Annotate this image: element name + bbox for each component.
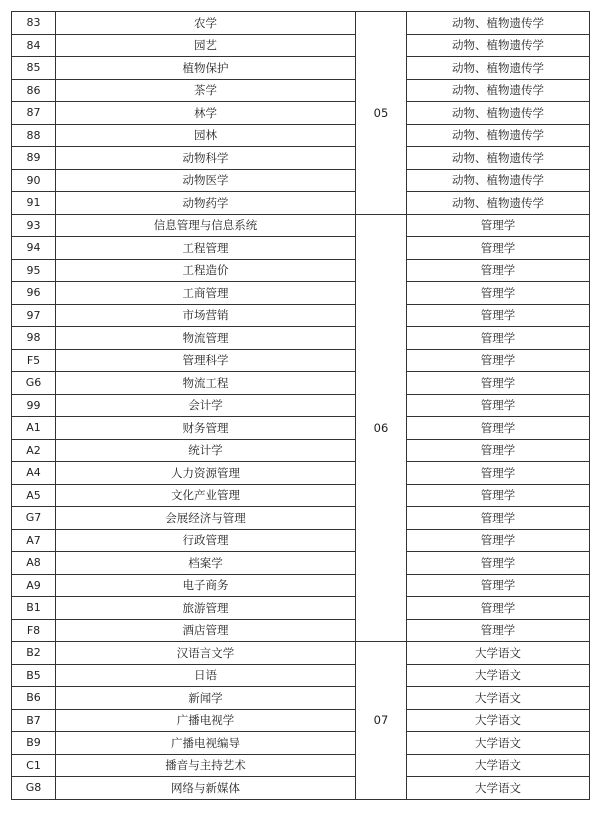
- table-row: [12, 754, 590, 777]
- major-name-cell: 园林: [56, 124, 356, 147]
- major-code-cell: B5: [12, 664, 56, 687]
- major-name-cell: 农学: [56, 12, 356, 35]
- major-code-cell: 89: [12, 147, 56, 170]
- major-code-cell: A2: [12, 439, 56, 462]
- major-name-cell: 财务管理: [56, 417, 356, 440]
- major-code-cell: F5: [12, 349, 56, 372]
- major-code-cell: 86: [12, 79, 56, 102]
- major-table-container: [11, 11, 590, 800]
- table-row: [12, 574, 590, 597]
- exam-subject-cell: 管理学: [407, 282, 590, 305]
- table-row: [12, 529, 590, 552]
- major-name-cell: 统计学: [56, 439, 356, 462]
- major-code-cell: F8: [12, 619, 56, 642]
- exam-subject-cell: 大学语文: [407, 754, 590, 777]
- table-row: [12, 709, 590, 732]
- exam-subject-cell: 大学语文: [407, 709, 590, 732]
- exam-subject-cell: 管理学: [407, 439, 590, 462]
- major-code-cell: A7: [12, 529, 56, 552]
- table-row: [12, 102, 590, 125]
- exam-subject-cell: 管理学: [407, 214, 590, 237]
- major-code-cell: 93: [12, 214, 56, 237]
- table-row: [12, 664, 590, 687]
- major-name-cell: 工程造价: [56, 259, 356, 282]
- table-row: [12, 34, 590, 57]
- table-row: [12, 327, 590, 350]
- exam-subject-cell: 动物、植物遗传学: [407, 57, 590, 80]
- major-name-cell: 茶学: [56, 79, 356, 102]
- major-name-cell: 新闻学: [56, 687, 356, 710]
- major-code-cell: B2: [12, 642, 56, 665]
- major-code-cell: A4: [12, 462, 56, 485]
- exam-subject-cell: 动物、植物遗传学: [407, 102, 590, 125]
- major-code-cell: A8: [12, 552, 56, 575]
- major-name-cell: 行政管理: [56, 529, 356, 552]
- exam-subject-cell: 管理学: [407, 529, 590, 552]
- table-row: [12, 484, 590, 507]
- exam-subject-cell: 管理学: [407, 259, 590, 282]
- exam-subject-cell: 动物、植物遗传学: [407, 192, 590, 215]
- exam-subject-cell: 管理学: [407, 394, 590, 417]
- major-code-cell: 98: [12, 327, 56, 350]
- table-row: [12, 417, 590, 440]
- major-code-cell: A5: [12, 484, 56, 507]
- major-name-cell: 动物药学: [56, 192, 356, 215]
- table-row: [12, 732, 590, 755]
- major-name-cell: 广播电视学: [56, 709, 356, 732]
- major-code-cell: 87: [12, 102, 56, 125]
- exam-subject-cell: 动物、植物遗传学: [407, 147, 590, 170]
- exam-subject-cell: 管理学: [407, 372, 590, 395]
- major-code-cell: 99: [12, 394, 56, 417]
- table-row: [12, 282, 590, 305]
- major-code-cell: B7: [12, 709, 56, 732]
- major-code-cell: 96: [12, 282, 56, 305]
- table-row: [12, 777, 590, 800]
- major-code-cell: G6: [12, 372, 56, 395]
- exam-subject-cell: 大学语文: [407, 777, 590, 800]
- major-name-cell: 动物科学: [56, 147, 356, 170]
- major-name-cell: 会展经济与管理: [56, 507, 356, 530]
- table-row: [12, 57, 590, 80]
- exam-subject-cell: 管理学: [407, 304, 590, 327]
- table-row: [12, 124, 590, 147]
- exam-subject-cell: 管理学: [407, 619, 590, 642]
- group-code-cell: 07: [356, 642, 407, 800]
- major-code-cell: 85: [12, 57, 56, 80]
- table-row: [12, 214, 590, 237]
- major-code-cell: G8: [12, 777, 56, 800]
- table-row: [12, 619, 590, 642]
- table-row: [12, 12, 590, 35]
- major-name-cell: 播音与主持艺术: [56, 754, 356, 777]
- major-code-cell: 83: [12, 12, 56, 35]
- major-name-cell: 市场营销: [56, 304, 356, 327]
- table-row: [12, 79, 590, 102]
- major-code-cell: 88: [12, 124, 56, 147]
- table-row: [12, 259, 590, 282]
- table-body: [12, 12, 590, 800]
- exam-subject-cell: 管理学: [407, 484, 590, 507]
- exam-subject-cell: 管理学: [407, 507, 590, 530]
- major-name-cell: 园艺: [56, 34, 356, 57]
- exam-subject-cell: 管理学: [407, 462, 590, 485]
- exam-subject-cell: 动物、植物遗传学: [407, 34, 590, 57]
- major-code-cell: A1: [12, 417, 56, 440]
- table-row: [12, 642, 590, 665]
- major-name-cell: 档案学: [56, 552, 356, 575]
- major-name-cell: 林学: [56, 102, 356, 125]
- table-row: [12, 237, 590, 260]
- exam-subject-cell: 动物、植物遗传学: [407, 79, 590, 102]
- major-code-cell: C1: [12, 754, 56, 777]
- major-name-cell: 旅游管理: [56, 597, 356, 620]
- major-code-cell: 95: [12, 259, 56, 282]
- major-subject-table: [11, 11, 590, 800]
- exam-subject-cell: 管理学: [407, 597, 590, 620]
- exam-subject-cell: 管理学: [407, 327, 590, 350]
- major-code-cell: B9: [12, 732, 56, 755]
- major-name-cell: 管理科学: [56, 349, 356, 372]
- exam-subject-cell: 动物、植物遗传学: [407, 12, 590, 35]
- major-name-cell: 会计学: [56, 394, 356, 417]
- table-row: [12, 304, 590, 327]
- table-row: [12, 552, 590, 575]
- major-code-cell: B6: [12, 687, 56, 710]
- major-name-cell: 工商管理: [56, 282, 356, 305]
- exam-subject-cell: 管理学: [407, 417, 590, 440]
- major-code-cell: 94: [12, 237, 56, 260]
- major-name-cell: 网络与新媒体: [56, 777, 356, 800]
- major-name-cell: 汉语言文学: [56, 642, 356, 665]
- table-row: [12, 687, 590, 710]
- major-name-cell: 动物医学: [56, 169, 356, 192]
- major-code-cell: 90: [12, 169, 56, 192]
- table-row: [12, 169, 590, 192]
- table-row: [12, 462, 590, 485]
- major-name-cell: 信息管理与信息系统: [56, 214, 356, 237]
- major-name-cell: 物流工程: [56, 372, 356, 395]
- table-row: [12, 372, 590, 395]
- major-name-cell: 物流管理: [56, 327, 356, 350]
- exam-subject-cell: 大学语文: [407, 642, 590, 665]
- exam-subject-cell: 管理学: [407, 574, 590, 597]
- exam-subject-cell: 管理学: [407, 552, 590, 575]
- table-row: [12, 192, 590, 215]
- major-name-cell: 人力资源管理: [56, 462, 356, 485]
- table-row: [12, 394, 590, 417]
- major-name-cell: 日语: [56, 664, 356, 687]
- table-row: [12, 147, 590, 170]
- major-name-cell: 工程管理: [56, 237, 356, 260]
- major-name-cell: 电子商务: [56, 574, 356, 597]
- table-row: [12, 349, 590, 372]
- exam-subject-cell: 动物、植物遗传学: [407, 169, 590, 192]
- table-row: [12, 439, 590, 462]
- major-name-cell: 广播电视编导: [56, 732, 356, 755]
- major-code-cell: A9: [12, 574, 56, 597]
- group-code-cell: 06: [356, 214, 407, 642]
- major-code-cell: G7: [12, 507, 56, 530]
- exam-subject-cell: 大学语文: [407, 732, 590, 755]
- exam-subject-cell: 管理学: [407, 349, 590, 372]
- exam-subject-cell: 管理学: [407, 237, 590, 260]
- table-row: [12, 507, 590, 530]
- major-code-cell: 97: [12, 304, 56, 327]
- exam-subject-cell: 动物、植物遗传学: [407, 124, 590, 147]
- major-code-cell: 84: [12, 34, 56, 57]
- major-name-cell: 酒店管理: [56, 619, 356, 642]
- major-code-cell: 91: [12, 192, 56, 215]
- table-row: [12, 597, 590, 620]
- group-code-cell: 05: [356, 12, 407, 215]
- major-name-cell: 植物保护: [56, 57, 356, 80]
- exam-subject-cell: 大学语文: [407, 664, 590, 687]
- major-code-cell: B1: [12, 597, 56, 620]
- major-name-cell: 文化产业管理: [56, 484, 356, 507]
- exam-subject-cell: 大学语文: [407, 687, 590, 710]
